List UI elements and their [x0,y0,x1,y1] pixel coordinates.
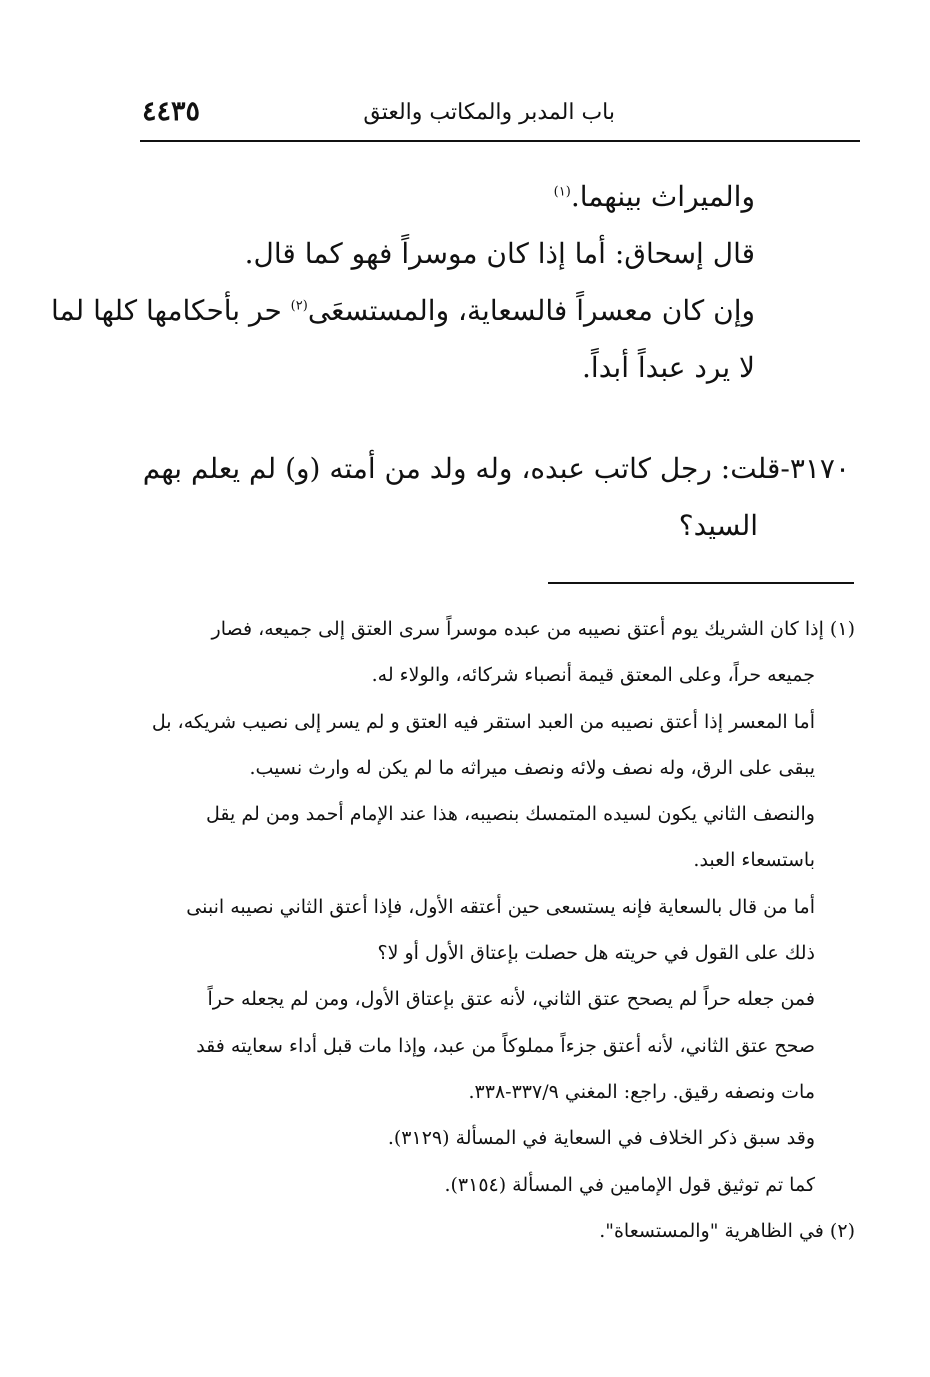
main-line-text: وإن كان معسراً فالسعاية، والمستسعَى [307,294,755,327]
footnote-ref: (١) [553,184,571,200]
footnote-line: والنصف الثاني يكون لسيده المتمسك بنصيبه، هذا عند الإمام أحمد ومن لم يقل [206,803,815,826]
footnote-line: (١) إذا كان الشريك يوم أعتق نصيبه من عبده موسراً سرى العتق إلى جميعه، فصار [211,618,855,640]
footnote-line: يبقى على الرق، وله نصف ولائه ونصف ميراثه ما لم يكن له وارث نسيب. [249,756,815,779]
footnote-separator [548,582,854,584]
footnote-line: أما المعسر إذا أعتق نصيبه من العبد استقر فيه العتق و لم يسر إلى نصيب شريكه، بل [151,710,815,733]
question-block [130,440,850,554]
question-line: السيد؟ [678,509,758,542]
footnote-line: صحح عتق الثاني، لأنه أعتق جزءاً مملوكاً من عبد، وإذا مات قبل أداء سعايته فقد [196,1034,815,1057]
main-line [50,282,755,339]
page-header [140,92,860,142]
footnote-line: (٢) في الظاهرية "والمستسعاة". [599,1219,855,1242]
main-line [115,168,755,225]
footnote-line: ذلك على القول في حريته هل حصلت بإعتاق الأول أو لا؟ [377,942,815,965]
footnote-line: فمن جعله حراً لم يصحح عتق الثاني، لأنه عتق بإعتاق الأول، ومن لم يجعله حراً [207,988,815,1011]
main-line-text: لا يرد عبداً أبداً. [582,351,755,384]
main-text [50,168,755,396]
main-line-text: والميراث بينهما. [570,180,755,213]
main-line [115,225,755,282]
running-title: باب المدبر والمكاتب والعتق [363,100,615,125]
main-line-text: حر بأحكامها كلها لما [50,294,291,327]
page-number: ٤٤٣٥ [142,96,201,127]
footnote-line: كما تم توثيق قول الإمامين في المسألة (٣١٥٤). [444,1173,815,1196]
main-line [115,339,755,396]
footnote-line: باستسعاء العبد. [693,849,815,872]
footnote-line: وقد سبق ذكر الخلاف في السعاية في المسألة (٣١٢٩). [387,1127,815,1150]
footnotes [120,606,855,1254]
main-line-text: قال إسحاق: أما إذا كان موسراً فهو كما قال. [244,237,755,270]
question-line: ٣١٧٠-قلت: رجل كاتب عبده، وله ولد من أمته (و) لم يعلم بهم [142,452,850,485]
footnote-line: مات ونصفه رقيق. راجع: المغني ٣٣٧/٩-٣٣٨. [468,1080,815,1103]
footnote-ref: (٢) [290,298,308,314]
footnote-line: أما من قال بالسعاية فإنه يستسعى حين أعتقه الأول، فإذا أعتق الثاني نصيبه انبنى [186,895,815,918]
footnote-line: جميعه حراً، وعلى المعتق قيمة أنصباء شركائه، والولاء له. [371,664,815,687]
